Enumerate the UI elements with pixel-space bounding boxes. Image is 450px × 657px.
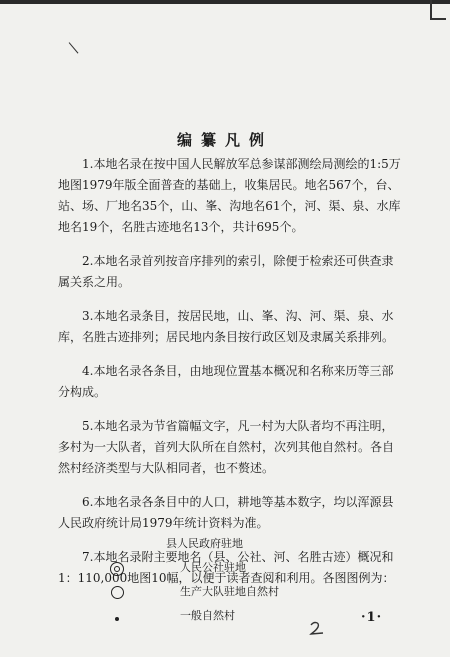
scan-edge [0,0,450,4]
legend-row [106,533,346,557]
brigade-village-icon [106,583,128,605]
corner-bracket-mark [430,0,446,20]
paragraph-1: 1.本地名录在按中国人民解放军总参谋部测绘局测绘的1:5万地图1979年版全面普查的基础上，收集居民。地名567个，台、站、场、厂地名35个，山、峯、沟地名61个，河、渠、泉、水库地名19个，名胜古迹地名13个，共计695个。 [58,157,401,234]
paragraph-5: 5.本地名录为节省篇幅文字，凡一村为大队者均不再注明，多村为一大队者，首列大队所在自然村，次列其他自然村。各自然村经济类型与大队相同者，也不赘述。 [58,419,395,475]
legend-label: 县人民政府驻地 [166,537,243,550]
legend-label: 生产大队驻地自然村 [180,585,279,598]
map-legend [106,533,346,629]
paragraph-4: 4.本地名录各条目，由地现位置基本概况和名称来历等三部分构成。 [58,364,394,399]
handwritten-mark [309,621,325,635]
paragraph-7: 7.本地名录附主要地名（县、公社、河、名胜古迹）概况和1：110,000地图10幅，以便于读者查阅和利用。各图图例为： [58,550,395,585]
commune-seat-icon [106,559,128,581]
county-seat-icon [106,535,128,557]
legend-row [106,557,346,581]
page-title: 编纂凡例 [176,131,273,149]
legend-label: 人民公社驻地 [180,561,246,574]
village-dot-icon [106,607,128,629]
legend-label: 一般自然村 [180,609,235,622]
pencil-tick-mark [69,36,86,53]
paragraph-2: 2.本地名录首列按音序排列的索引，除便于检索还可供查隶属关系之用。 [58,254,394,289]
legend-row [106,581,346,605]
paragraph-6: 6.本地名录各条目中的人口，耕地等基本数字，均以浑源县人民政府统计局1979年统计资料为准。 [58,495,394,530]
page-number: ·1· [361,610,383,625]
paragraph-3: 3.本地名录条目，按居民地，山、峯、沟、河、渠、泉、水库，名胜古迹排列；居民地内条目按行政区划及隶属关系排列。 [58,309,395,344]
